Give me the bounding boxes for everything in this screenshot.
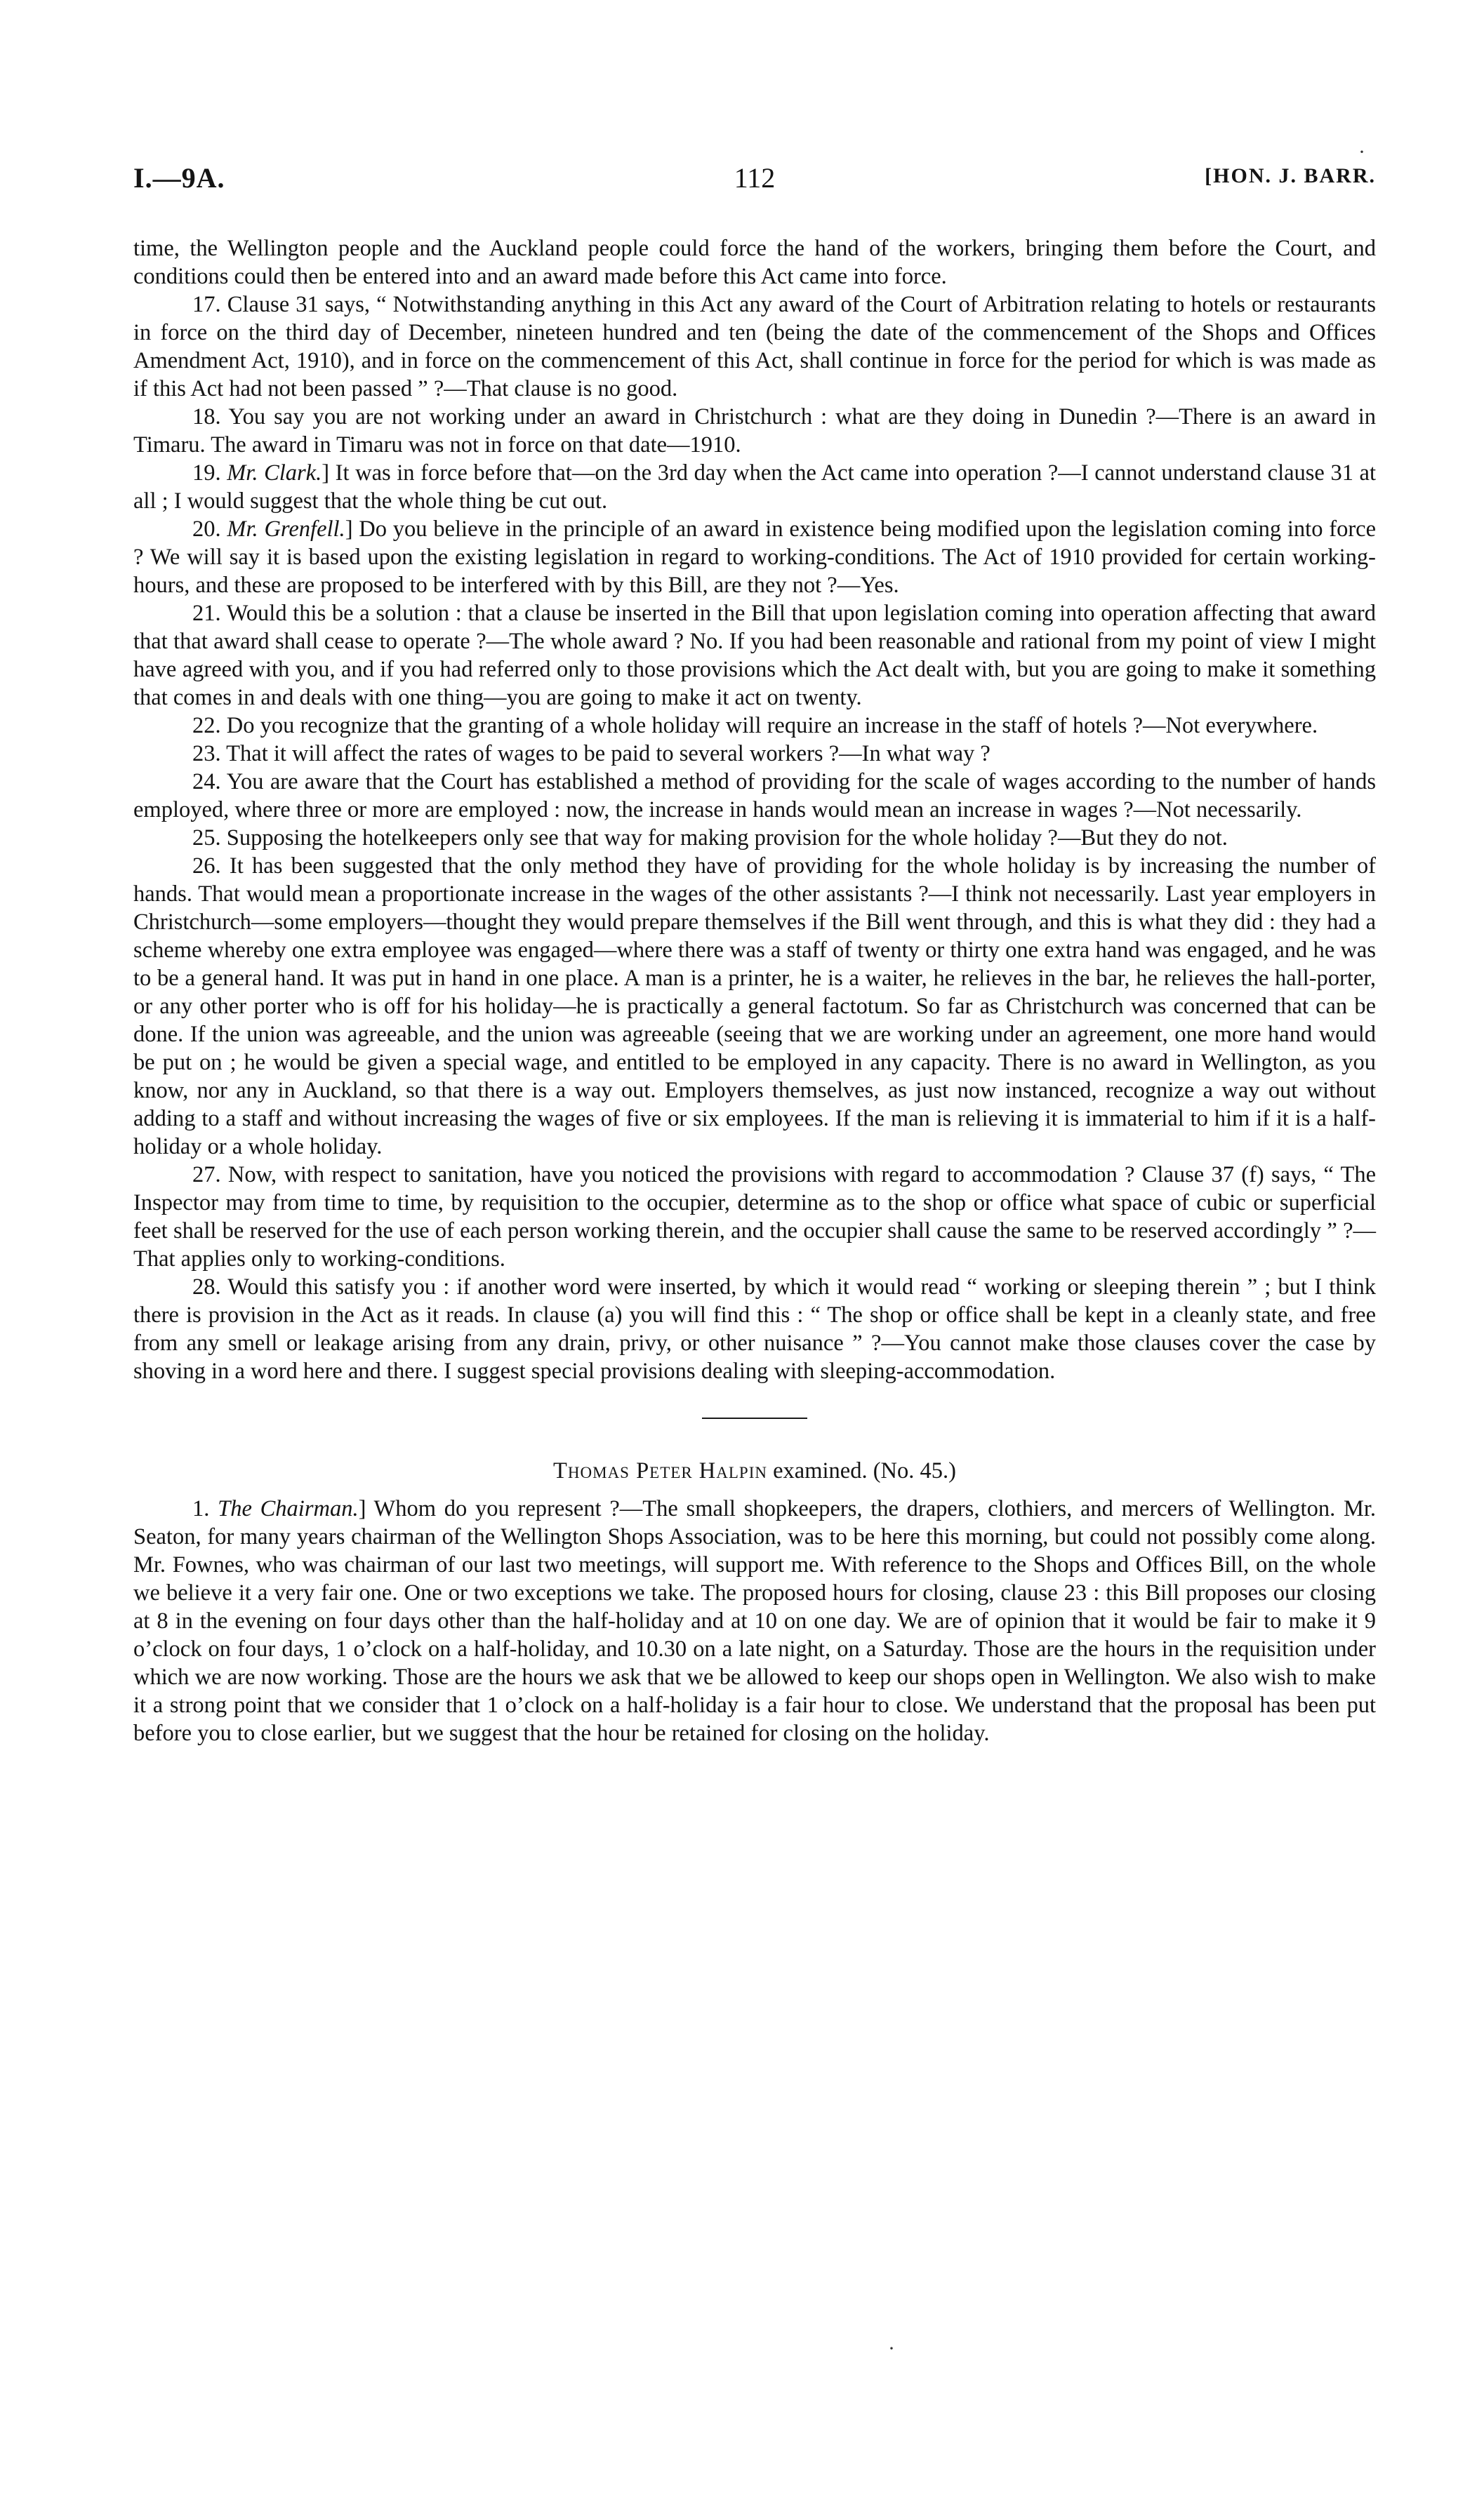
paragraph-q24: 24. You are aware that the Court has established a method of providing for the scale of wages according to the number of hands employed, where three or more are employed : now, the increase in hands would mean an increase in wages ?—Not necessarily. bbox=[133, 769, 1376, 822]
paragraph-q26: 26. It has been suggested that the only method they have of providing for the whole holiday is by increasing the number of hands. That would mean a proportionate increase in the wages of the other assistants ?—I think not necessarily. Last year employers in Christchurch—some employers—thought they would prepare themselves if the Bill went through, and this is what they did : they had a scheme whereby one extra employee was engaged—where there was a staff of twenty or thirty one extra hand was engaged, and he was to be a general hand. It was put in hand in one place. A man is a printer, he is a waiter, he relieves in the bar, he relieves the hall-porter, or any other porter who is off for his holiday—he is practically a general factotum. So far as Christchurch was concerned that can be done. If the union was agreeable, and the union was agreeable (seeing that we are working under an agreement, one more hand would be put on ; he would be given a special wage, and entitled to be employed in any capacity. There is no award in Wellington, as you know, nor any in Auckland, so that there is a way out. Employers themselves, as just now instanced, recognize a way out without adding to a staff and without increasing the wages of five or six employees. If the man is relieving it is immaterial to him if it is a half-holiday or a whole holiday. bbox=[133, 853, 1376, 1159]
page-number: 112 bbox=[734, 162, 776, 194]
witness-running-head: [HON. J. BARR. bbox=[1205, 164, 1376, 187]
section-divider bbox=[702, 1418, 807, 1419]
witness-name: Thomas Peter Halpin bbox=[553, 1458, 767, 1484]
paragraph-q17: 17. Clause 31 says, “ Notwithstanding anything in this Act any award of the Court of Arbitration relating to hotels or restaurants in force on the third day of December, nineteen hundred and ten (being the date of the commencement of the Shops and Offices Amendment Act, 1910), and in force on the commencement of this Act, shall continue in force for the period for which is was made as if this Act had not been passed ” ?—That clause is no good. bbox=[133, 292, 1376, 401]
question-number: 19. bbox=[192, 460, 227, 486]
speaker-name: The Chairman. bbox=[218, 1496, 359, 1521]
paragraph-body: ] It was in force before that—on the 3rd day when the Act came into operation ?—I cannot understand clause 31 at all ; I would suggest that the whole thing be cut out. bbox=[133, 460, 1376, 514]
print-speck: · bbox=[888, 2337, 895, 2360]
speaker-name: Mr. Grenfell. bbox=[227, 516, 345, 542]
paragraph-q19 bbox=[133, 459, 1376, 515]
witness-examined-label: examined. (No. 45.) bbox=[767, 1458, 956, 1484]
paragraph-q21: 21. Would this be a solution : that a clause be inserted in the Bill that upon legislation coming into operation affecting that award that that award shall cease to operate ?—The whole award ? No. If you had been reasonable and rational from my point of view I might have agreed with you, and if you had referred only to those provisions which the Act dealt with, but you are going to make it something that comes in and deals with one thing—you are going to make it act on twenty. bbox=[133, 601, 1376, 710]
paragraph-body: ] Do you believe in the principle of an award in existence being modified upon the legislation coming into force ? We will say it is based upon the existing legislation in regard to working-conditions. The Act of 1910 provided for certain working-hours, and these are proposed to be interfered with by this Bill, are they not ?—Yes. bbox=[133, 516, 1376, 598]
question-number: 1. bbox=[192, 1496, 218, 1521]
paper-reference: I.—9A. bbox=[133, 162, 225, 194]
witness-heading bbox=[133, 1457, 1376, 1485]
paragraph-s1 bbox=[133, 1495, 1376, 1747]
print-speck: · bbox=[1358, 140, 1365, 164]
speaker-name: Mr. Clark. bbox=[227, 460, 322, 486]
evidence-text bbox=[133, 234, 1376, 1747]
question-number: 20. bbox=[192, 516, 227, 542]
paragraph-q20 bbox=[133, 515, 1376, 599]
paragraph-q22: 22. Do you recognize that the granting of a whole holiday will require an increase in the staff of hotels ?—Not everywhere. bbox=[192, 713, 1318, 738]
paragraph-q18: 18. You say you are not working under an award in Christchurch : what are they doing in Dunedin ?—There is an award in Timaru. The award in Timaru was not in force on that date—1910. bbox=[133, 404, 1376, 458]
paragraph-continuation: time, the Wellington people and the Auckland people could force the hand of the workers, bringing them before the Court, and conditions could then be entered into and an award made before this Act came into force. bbox=[133, 236, 1376, 289]
page-header bbox=[133, 161, 1376, 204]
paragraph-q25: 25. Supposing the hotelkeepers only see that way for making provision for the whole holiday ?—But they do not. bbox=[192, 825, 1228, 851]
paragraph-body: ] Whom do you represent ?—The small shopkeepers, the drapers, clothiers, and mercers of Wellington. Mr. Seaton, for many years chairman of the Wellington Shops Association, was to be here this morning, but could not possibly come along. Mr. Fownes, who was chairman of our last two meetings, will support me. With reference to the Shops and Offices Bill, on the whole we believe it a very fair one. One or two exceptions we take. The proposed hours for closing, clause 23 : this Bill proposes our closing at 8 in the evening on four days other than the half-holiday and at 10 on one day. We are of opinion that it would be fair to make it 9 o’clock on four days, 1 o’clock on a half-holiday, and 10.30 on a late night, on a Saturday. Those are the hours in the requisition under which we are now working. Those are the hours we ask that we be allowed to keep our shops open in Wellington. We also wish to make it a strong point that we consider that 1 o’clock on a half-holiday is a fair hour to close. We understand that the proposal has been put before you to close earlier, but we suggest that the hour be retained for closing on the holiday. bbox=[133, 1496, 1377, 1746]
paragraph-q27: 27. Now, with respect to sanitation, have you noticed the provisions with regard to accommodation ? Clause 37 (f) says, “ The Inspector may from time to time, by requisition to the occupier, determine as to the shop or office what space of cubic or superficial feet shall be reserved for the use of each person working therein, and the occupier shall cause the same to be reserved accordingly ” ?—That applies only to working-conditions. bbox=[133, 1162, 1376, 1272]
document-page bbox=[133, 161, 1376, 1747]
paragraph-q28: 28. Would this satisfy you : if another word were inserted, by which it would read “ working or sleeping therein ” ; but I think there is provision in the Act as it reads. In clause (a) you will find this : “ The shop or office shall be kept in a cleanly state, and free from any smell or leakage arising from any drain, privy, or other nuisance ” ?—You cannot make those clauses cover the case by shoving in a word here and there. I suggest special provisions dealing with sleeping-accommodation. bbox=[133, 1274, 1376, 1384]
paragraph-q23: 23. That it will affect the rates of wages to be paid to several workers ?—In what way ? bbox=[192, 741, 991, 766]
